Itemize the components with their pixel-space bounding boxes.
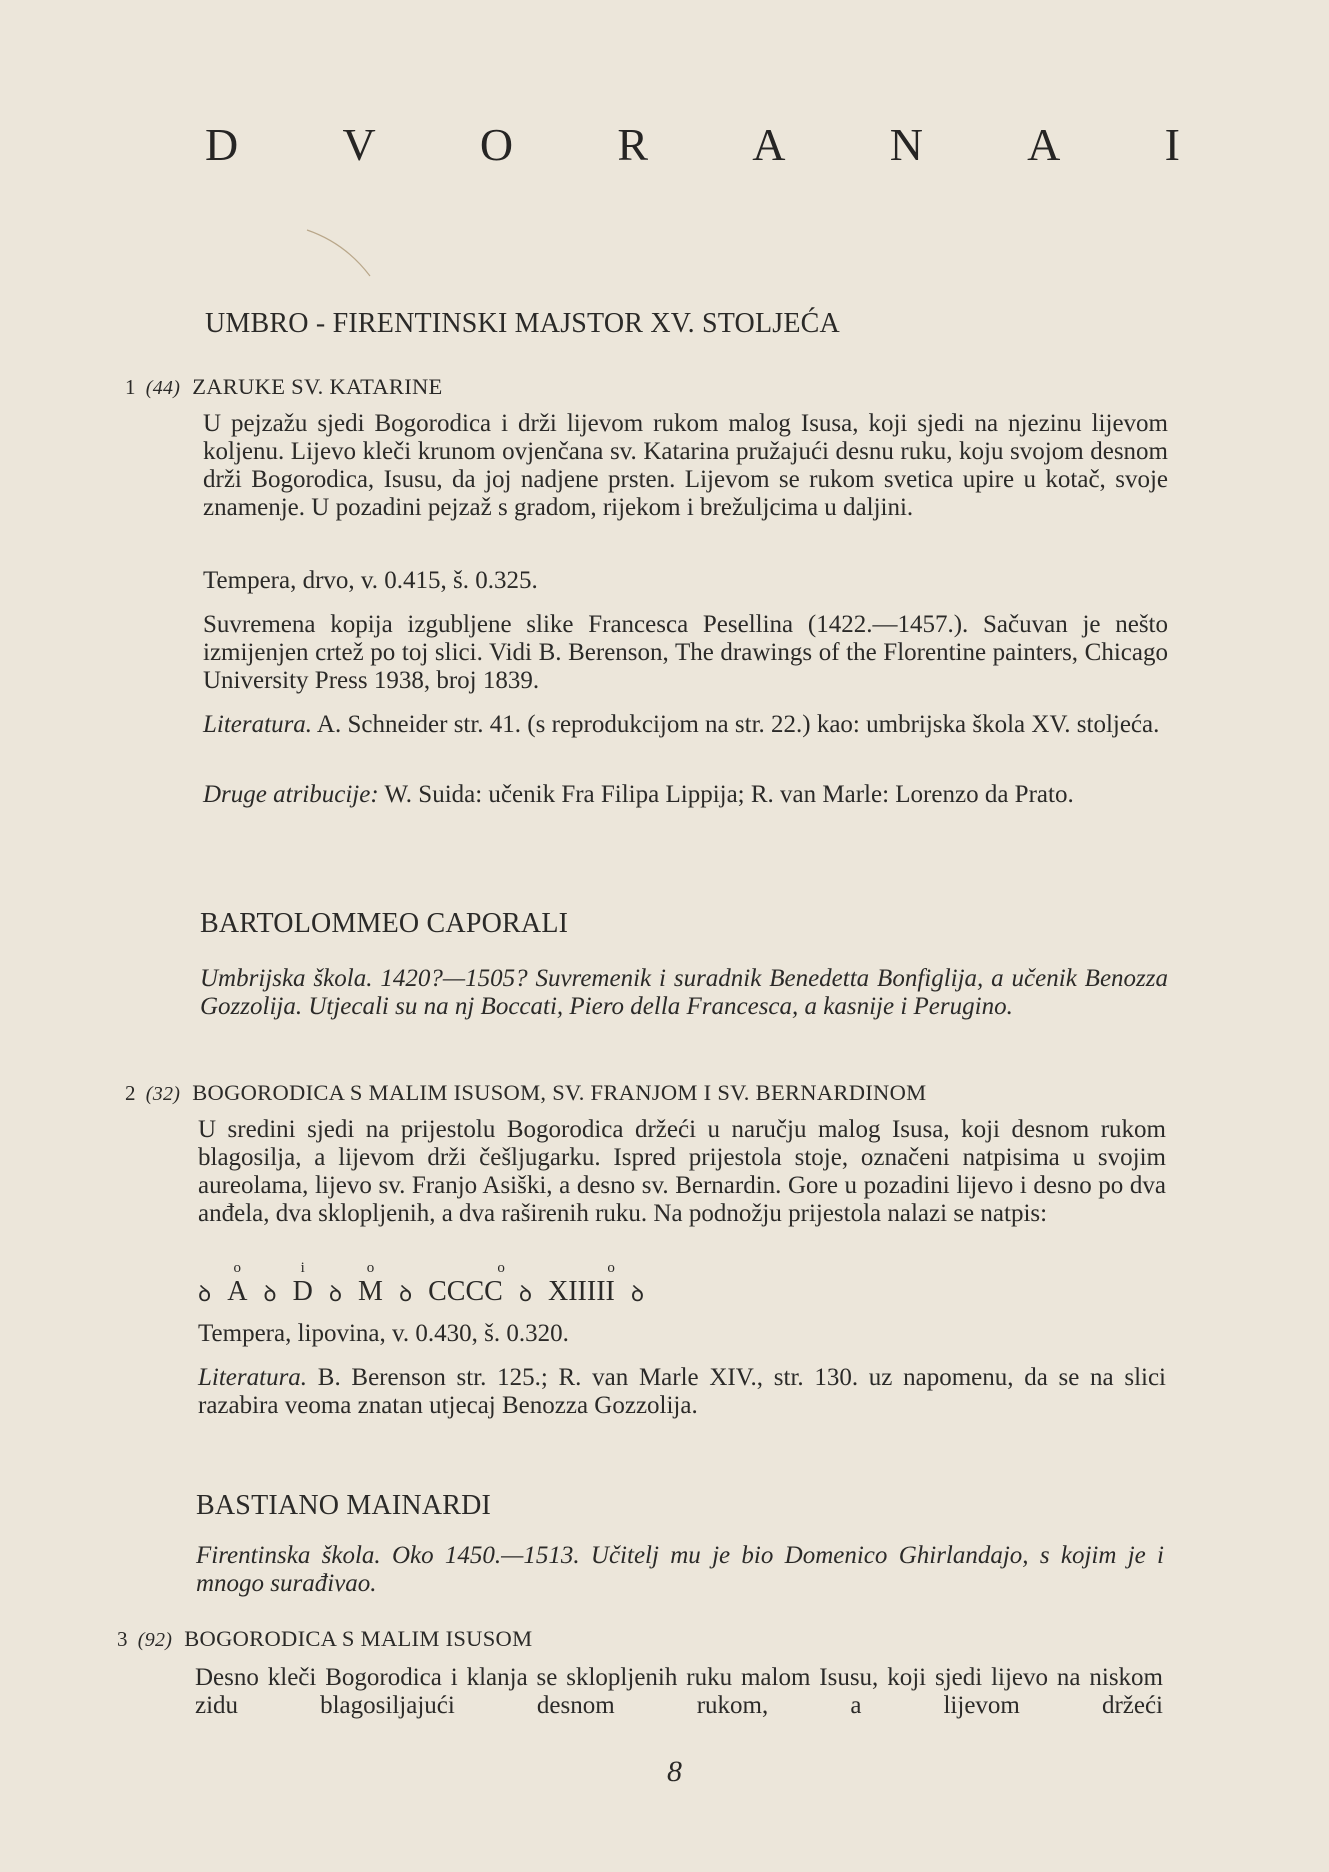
inscription-superscript: o [366,1260,375,1276]
inscription-separator: ꝺ [398,1281,413,1306]
entry-ref: (32) [145,1083,181,1105]
inscription-superscript: o [607,1260,615,1276]
paper-mark [305,228,375,278]
entry-description: Desno kleči Bogorodica i klanja se sklopljenih ruku malom Isusu, koji sjedi lijevo na niskom zidu blagosiljajući desnom rukom, a lijevom držeći [195,1664,1163,1719]
entry-heading [125,374,443,400]
inscription-text: A [227,1276,248,1307]
entry-technique: Tempera, drvo, v. 0.415, š. 0.325. [203,567,538,594]
literature-text: A. Schneider str. 41. (s reprodukcijom na str. 22.) kao: umbrijska škola XV. stoljeća. [316,711,1160,738]
inscription-token [227,1260,248,1308]
title-letter: O [479,119,514,170]
artist-heading: BASTIANO MAINARDI [196,1490,492,1521]
literature-text: B. Berenson str. 125.; R. van Marle XIV., str. 130. uz napomenu, da se na slici razabira veoma znatan utjecaj Benozza Gozzolija. [198,1364,1167,1419]
inscription-token [292,1260,313,1308]
artist-heading: UMBRO - FIRENTINSKI MAJSTOR XV. STOLJEĆA [205,308,840,339]
literature-label: Literatura. [198,1364,308,1391]
title-letter: D [205,119,239,170]
inscription-separator: ꝺ [263,1281,277,1306]
inscription-text: D [292,1276,313,1307]
entry-title: BOGORODICA S MALIM ISUSOM, SV. FRANJOM I SV. BERNARDINOM [192,1080,927,1105]
inscription-separator: ꝺ [630,1281,645,1306]
inscription-separator: ꝺ [198,1281,212,1306]
inscription [198,1260,645,1308]
artist-heading: BARTOLOMMEO CAPORALI [200,908,569,939]
title-letter: A [1027,119,1061,170]
entry-heading [117,1626,532,1652]
entry-literature [198,1364,1166,1420]
entry-number: 3 [117,1627,128,1651]
inscription-text: XIIIII [548,1276,615,1307]
entry-heading [125,1080,926,1106]
inscription-superscript: i [300,1260,305,1276]
inscription-separator: ꝺ [328,1281,343,1306]
inscription-token [358,1260,383,1308]
inscription-token [428,1260,505,1308]
attributions-label: Druge atribucije: [203,781,379,808]
title-letter: A [752,119,786,170]
entry-description: U sredini sjedi na prijestolu Bogorodica držeći u naručju malog Isusa, koji desnom rukom blagosilja, a lijevom drži češljugarku. Ispred prijestola stoje, označeni natpisima u svojim aureolama, lijevo sv. Franjo Asiški, a desno sv. Bernardin. Gore u pozadini lijevo i desno po dva anđela, dva sklopljenih, a dva raširenih ruku. Na podnožju prijestola nalazi se natpis: [198,1116,1166,1227]
entry-attributions [203,781,1168,809]
title-letter: R [617,119,649,170]
attributions-text: W. Suida: učenik Fra Filipa Lippija; R. van Marle: Lorenzo da Prato. [384,781,1074,808]
inscription-separator: ꝺ [518,1281,533,1306]
entry-title: BOGORODICA S MALIM ISUSOM [184,1626,533,1651]
inscription-token [548,1260,615,1308]
page-number: 8 [667,1755,682,1788]
title-letter: V [342,119,376,170]
literature-label: Literatura. [203,711,313,738]
title-letter: N [889,119,923,170]
inscription-superscript: o [233,1260,242,1276]
entry-ref: (92) [137,1629,173,1651]
inscription-superscript: o [497,1260,505,1276]
entry-number: 1 [125,375,136,399]
title-letter: I [1164,119,1180,170]
page-title [205,118,1180,171]
entry-note: Suvremena kopija izgubljene slike Francesca Pesellina (1422.—1457.). Sačuvan je nešto izmijenjen crtež po toj slici. Vidi B. Berenson, The drawings of the Florentine painters, Chicago University Press 1938, broj 1839. [203,611,1168,694]
artist-bio: Firentinska škola. Oko 1450.—1513. Učitelj mu je bio Domenico Ghirlandajo, s kojim je i mnogo surađivao. [196,1542,1164,1597]
entry-title: ZARUKE SV. KATARINE [192,374,443,399]
entry-technique: Tempera, lipovina, v. 0.430, š. 0.320. [198,1320,569,1347]
inscription-text: CCCC [428,1276,503,1307]
artist-bio: Umbrijska škola. 1420?—1505? Suvremenik i suradnik Benedetta Bonfiglija, a učenik Benozza Gozzolija. Utjecali su na nj Boccati, Piero della Francesca, a kasnije i Perugino. [200,965,1168,1020]
entry-ref: (44) [145,377,181,399]
entry-number: 2 [125,1081,136,1105]
entry-description: U pejzažu sjedi Bogorodica i drži lijevom rukom malog Isusa, koji sjedi na njezinu lijevom koljenu. Lijevo kleči krunom ovjenčana sv. Katarina pružajući desnu ruku, koju svojom desnom drži Bogorodica, Isusu, da joj nadjene prsten. Lijevom se rukom svetica upire u kotač, svoje znamenje. U pozadini pejzaž s gradom, rijekom i brežuljcima u daljini. [203,410,1168,521]
inscription-text: M [358,1276,383,1307]
entry-literature [203,711,1168,739]
